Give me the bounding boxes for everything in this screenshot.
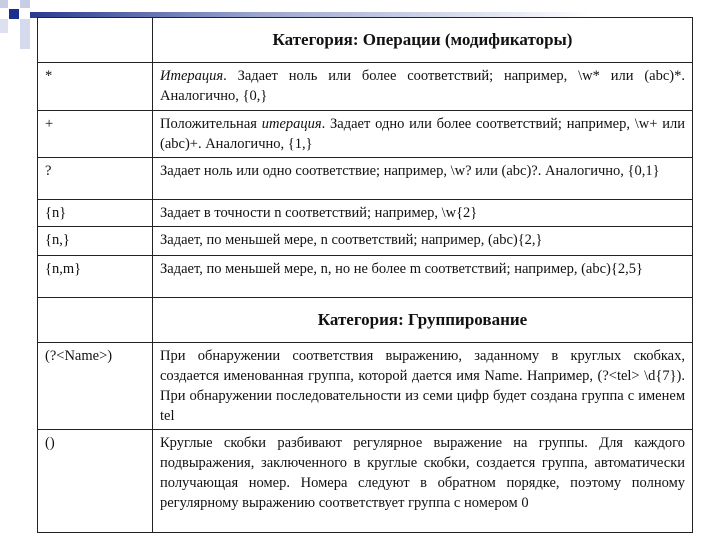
decor-square-accent <box>9 9 19 19</box>
table-row <box>38 111 693 158</box>
description-text: . Задает одно или более соответствий; например, \w+ или (abc)+. Аналогично, {1,} <box>160 116 685 152</box>
table-row <box>38 343 693 430</box>
description: Круглые скобки разбивают регулярное выражение на группы. Для каждого подвыражения, заключенного в круглые скобки, создается группа, автоматически получающая номер. Номера следуют в обратном порядке, поэтому полному регулярному выражению соответствует группа с номером 0 <box>153 430 693 533</box>
description: Задает, по меньшей мере, n, но не более m соответствий; например, (abc){2,5} <box>153 256 693 298</box>
description-text: . Задает ноль или более соответствий; например, \w* или (abc)*. Аналогично, {0,} <box>160 68 685 104</box>
quantifier-key: {n,} <box>38 227 153 256</box>
table-row <box>38 158 693 200</box>
description <box>153 63 693 111</box>
table-row <box>38 430 693 533</box>
description: Задает, по меньшей мере, n соответствий; например, (abc){2,} <box>153 227 693 256</box>
decor-square <box>0 0 8 8</box>
table-row <box>38 200 693 227</box>
decor-square <box>20 19 30 49</box>
quantifier-key: ? <box>38 158 153 200</box>
table-row <box>38 227 693 256</box>
quantifier-key: {n,m} <box>38 256 153 298</box>
category-header-row <box>38 18 693 63</box>
description: При обнаружении соответствия выражению, заданному в круглых скобках, создается именованная группа, которой дается имя Name. Например, (?<tel> \d{7}). При обнаружении последовательности из семи цифр будет создана группа с именем tel <box>153 343 693 430</box>
category-header-row <box>38 298 693 343</box>
table-row <box>38 256 693 298</box>
category-title: Категория: Группирование <box>153 298 693 343</box>
table-row <box>38 63 693 111</box>
italic-term: итерация <box>261 116 322 132</box>
description: Задает в точности n соответствий; например, \w{2} <box>153 200 693 227</box>
italic-term: Итерация <box>160 68 224 84</box>
decor-square <box>0 19 8 33</box>
group-key: () <box>38 430 153 533</box>
decor-square <box>20 0 30 8</box>
description <box>153 111 693 158</box>
description: Задает ноль или одно соответствие; например, \w? или (abc)?. Аналогично, {0,1} <box>153 158 693 200</box>
quantifier-key: * <box>38 63 153 111</box>
group-key: (?<Name>) <box>38 343 153 430</box>
category-title: Категория: Операции (модификаторы) <box>153 18 693 63</box>
quantifier-key: + <box>38 111 153 158</box>
regex-reference-table <box>37 17 693 533</box>
description-text: Положительная <box>160 116 262 132</box>
quantifier-key: {n} <box>38 200 153 227</box>
